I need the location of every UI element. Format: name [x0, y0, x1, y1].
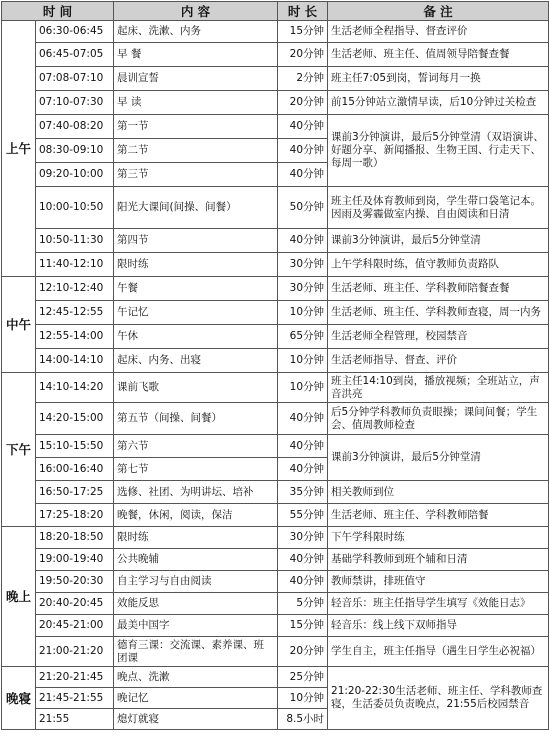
note-cell: 相关教师到位: [328, 481, 549, 504]
note-cell: 轻音乐：线上线下双师指导: [328, 615, 549, 637]
note-cell: 生活老师、班主任、学科教师查寝，周一内务: [328, 301, 549, 325]
content-cell: 早 读: [114, 91, 278, 115]
time-cell: 21:00-21:20: [36, 637, 114, 667]
duration-cell: 8.5小时: [278, 709, 328, 730]
daily-schedule-table: [1, 1, 549, 730]
content-cell: 自主学习与自由阅读: [114, 571, 278, 593]
note-cell: 班主任14:10到岗，播放视频；全班站立，声音洪亮: [328, 373, 549, 403]
table-row: [2, 349, 549, 373]
duration-cell: 30分钟: [278, 527, 328, 549]
duration-cell: 40分钟: [278, 549, 328, 571]
table-row: [2, 43, 549, 67]
header-time: 时 间: [2, 2, 114, 21]
time-cell: 16:50-17:25: [36, 481, 114, 504]
time-cell: 08:30-09:10: [36, 139, 114, 163]
note-cell: 生活老师全程管理，校园禁音: [328, 325, 549, 349]
table-row: [2, 615, 549, 637]
header-duration: 时 长: [278, 2, 328, 21]
table-row: [2, 549, 549, 571]
duration-cell: 35分钟: [278, 481, 328, 504]
duration-cell: 25分钟: [278, 667, 328, 688]
table-row: [2, 637, 549, 667]
content-cell: 第五节（间操、间餐）: [114, 403, 278, 435]
duration-cell: 50分钟: [278, 187, 328, 229]
duration-cell: 20分钟: [278, 91, 328, 115]
content-cell: 起床、洗漱、内务: [114, 21, 278, 43]
content-cell: 第六节: [114, 435, 278, 458]
duration-cell: 40分钟: [278, 139, 328, 163]
note-cell: 班主任7:05到岗，誓词每月一换: [328, 67, 549, 91]
time-cell: 10:50-11:30: [36, 229, 114, 253]
time-cell: 20:45-21:00: [36, 615, 114, 637]
time-cell: 11:40-12:10: [36, 253, 114, 277]
duration-cell: 15分钟: [278, 615, 328, 637]
time-cell: 20:40-20:45: [36, 593, 114, 615]
header-row: [2, 2, 549, 21]
note-cell: 后5分钟学科教师负责眼操；课间间餐；学生会、值周教师检查: [328, 403, 549, 435]
time-cell: 21:20-21:45: [36, 667, 114, 688]
content-cell: 德育三课：交流课、素养课、班团课: [114, 637, 278, 667]
period-noon: 中午: [2, 277, 36, 373]
time-cell: 12:55-14:00: [36, 325, 114, 349]
duration-cell: 40分钟: [278, 163, 328, 187]
note-cell: 上午学科限时练，值守教师负责路队: [328, 253, 549, 277]
content-cell: 限时练: [114, 253, 278, 277]
duration-cell: 40分钟: [278, 115, 328, 139]
content-cell: 晨训宣誓: [114, 67, 278, 91]
content-cell: 午记忆: [114, 301, 278, 325]
duration-cell: 15分钟: [278, 21, 328, 43]
table-row: [2, 21, 549, 43]
duration-cell: 20分钟: [278, 43, 328, 67]
note-cell: 轻音乐：班主任指导学生填写《效能日志》: [328, 593, 549, 615]
content-cell: 第二节: [114, 139, 278, 163]
period-morning: 上午: [2, 21, 36, 277]
time-cell: 21:45-21:55: [36, 688, 114, 709]
time-cell: 19:50-20:30: [36, 571, 114, 593]
table-row: [2, 301, 549, 325]
note-cell: 基础学科教师到班个辅和日清: [328, 549, 549, 571]
table-row: [2, 277, 549, 301]
time-cell: 06:45-07:05: [36, 43, 114, 67]
content-cell: 课前飞歌: [114, 373, 278, 403]
duration-cell: 40分钟: [278, 229, 328, 253]
table-row: [2, 571, 549, 593]
table-row: [2, 403, 549, 435]
time-cell: 14:10-14:20: [36, 373, 114, 403]
table-row: [2, 527, 549, 549]
content-cell: 第三节: [114, 163, 278, 187]
time-cell: 07:40-08:20: [36, 115, 114, 139]
duration-cell: 10分钟: [278, 349, 328, 373]
table-row: [2, 373, 549, 403]
time-cell: 07:08-07:10: [36, 67, 114, 91]
content-cell: 早 餐: [114, 43, 278, 67]
time-cell: 17:25-18:20: [36, 504, 114, 527]
time-cell: 21:55: [36, 709, 114, 730]
time-cell: 18:20-18:50: [36, 527, 114, 549]
table-row: [2, 115, 549, 139]
content-cell: 第一节: [114, 115, 278, 139]
time-cell: 16:00-16:40: [36, 458, 114, 481]
table-row: [2, 667, 549, 688]
duration-cell: 10分钟: [278, 688, 328, 709]
note-cell: 生活老师、班主任、值周领导陪餐查餐: [328, 43, 549, 67]
period-night: 晚寝: [2, 667, 36, 730]
content-cell: 晚餐，休闲，阅读，保洁: [114, 504, 278, 527]
period-evening: 晚上: [2, 527, 36, 667]
time-cell: 06:30-06:45: [36, 21, 114, 43]
duration-cell: 65分钟: [278, 325, 328, 349]
content-cell: 效能反思: [114, 593, 278, 615]
content-cell: 晚点、洗漱: [114, 667, 278, 688]
duration-cell: 30分钟: [278, 253, 328, 277]
note-cell-merged: 21:20-22:30生活老师、班主任、学科教师查寝，生活委员负责晚点，21:55后校园禁音: [328, 667, 549, 730]
content-cell: 阳光大课间(间操、间餐）: [114, 187, 278, 229]
time-cell: 15:10-15:50: [36, 435, 114, 458]
note-cell: 教师禁讲，排班值守: [328, 571, 549, 593]
table-row: [2, 325, 549, 349]
time-cell: 19:00-19:40: [36, 549, 114, 571]
header-note: 备 注: [328, 2, 549, 21]
time-cell: 10:00-10:50: [36, 187, 114, 229]
duration-cell: 40分钟: [278, 435, 328, 458]
content-cell: 第四节: [114, 229, 278, 253]
note-cell: 生活老师指导、督查、评价: [328, 349, 549, 373]
time-cell: 14:20-15:00: [36, 403, 114, 435]
content-cell: 起床、内务、出寝: [114, 349, 278, 373]
table-row: [2, 435, 549, 458]
duration-cell: 2分钟: [278, 67, 328, 91]
table-row: [2, 67, 549, 91]
table-row: [2, 481, 549, 504]
time-cell: 07:10-07:30: [36, 91, 114, 115]
content-cell: 公共晚辅: [114, 549, 278, 571]
note-cell: 下午学科限时练: [328, 527, 549, 549]
table-row: [2, 187, 549, 229]
period-afternoon: 下午: [2, 373, 36, 527]
table-row: [2, 91, 549, 115]
note-cell: 学生自主，班主任指导（遇生日学生必祝福）: [328, 637, 549, 667]
duration-cell: 40分钟: [278, 403, 328, 435]
content-cell: 午餐: [114, 277, 278, 301]
duration-cell: 10分钟: [278, 373, 328, 403]
content-cell: 选修、社团、为明讲坛、培补: [114, 481, 278, 504]
content-cell: 最美中国字: [114, 615, 278, 637]
duration-cell: 10分钟: [278, 301, 328, 325]
duration-cell: 5分钟: [278, 593, 328, 615]
duration-cell: 40分钟: [278, 458, 328, 481]
time-cell: 12:10-12:40: [36, 277, 114, 301]
header-content: 内 容: [114, 2, 278, 21]
note-cell: 生活老师、班主任、学科教师陪餐查餐: [328, 277, 549, 301]
content-cell: 限时练: [114, 527, 278, 549]
table-row: [2, 504, 549, 527]
table-row: [2, 253, 549, 277]
note-cell-merged: 课前3分钟演讲，最后5分钟堂清（双语演讲、好题分享、新闻播报、生物王国、行走天下、每周一歌）: [328, 115, 549, 187]
duration-cell: 40分钟: [278, 571, 328, 593]
note-cell: 前15分钟站立激情早读，后10分钟过关检查: [328, 91, 549, 115]
duration-cell: 30分钟: [278, 277, 328, 301]
duration-cell: 55分钟: [278, 504, 328, 527]
note-cell: 生活老师、班主任、学科教师陪餐: [328, 504, 549, 527]
table-row: [2, 229, 549, 253]
table-row: [2, 593, 549, 615]
content-cell: 午休: [114, 325, 278, 349]
time-cell: 14:00-14:10: [36, 349, 114, 373]
note-cell-merged: 课前3分钟演讲，最后5分钟堂清: [328, 435, 549, 481]
note-cell: 生活老师全程指导、督查评价: [328, 21, 549, 43]
note-cell: 班主任及体育教师到岗，学生带口袋笔记本。因雨及雾霾做室内操、自由阅读和日清: [328, 187, 549, 229]
time-cell: 12:45-12:55: [36, 301, 114, 325]
content-cell: 熄灯就寝: [114, 709, 278, 730]
content-cell: 第七节: [114, 458, 278, 481]
content-cell: 晚记忆: [114, 688, 278, 709]
time-cell: 09:20-10:00: [36, 163, 114, 187]
note-cell: 课前3分钟演讲，最后5分钟堂清: [328, 229, 549, 253]
duration-cell: 20分钟: [278, 637, 328, 667]
